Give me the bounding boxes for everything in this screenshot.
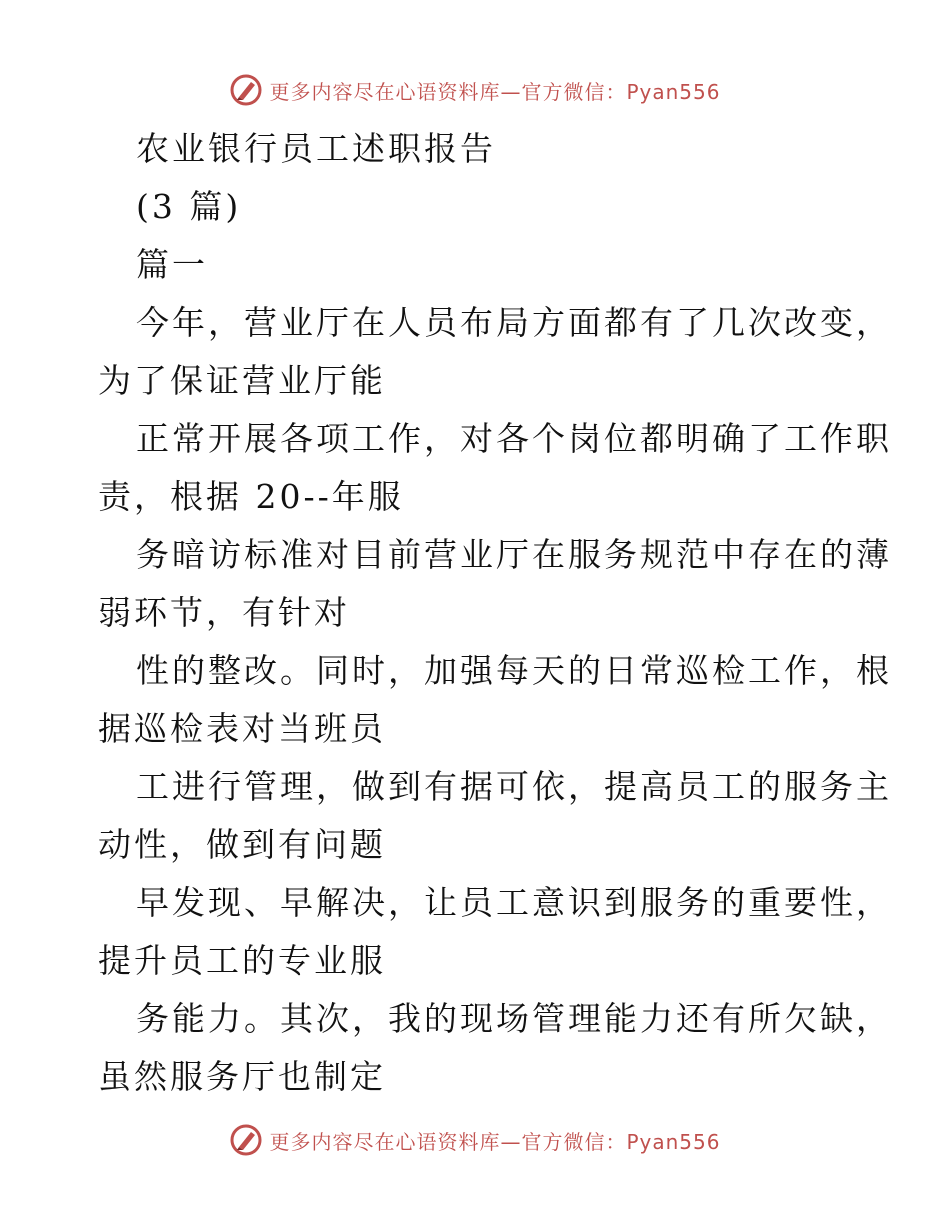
text-line: 务能力。其次，我的现场管理能力还有所欠缺，	[136, 999, 892, 1038]
paragraph-lines	[98, 294, 892, 1106]
text-line: 弱环节，有针对	[98, 593, 350, 632]
footer-watermark	[0, 1120, 950, 1160]
text-line: 为了保证营业厅能	[98, 361, 386, 400]
text-line: 虽然服务厅也制定	[98, 1057, 386, 1096]
text-line: 工进行管理，做到有据可依，提高员工的服务主	[136, 767, 892, 806]
text-line: 正常开展各项工作，对各个岗位都明确了工作职	[136, 419, 892, 458]
text-line: 责，根据 20--年服	[98, 477, 404, 516]
text-line: 性的整改。同时，加强每天的日常巡检工作，根	[136, 651, 892, 690]
text-line: 务暗访标准对目前营业厅在服务规范中存在的薄	[136, 535, 892, 574]
header-watermark	[0, 70, 950, 110]
document-title: 农业银行员工述职报告	[136, 129, 496, 168]
text-line: 动性，做到有问题	[98, 825, 386, 864]
text-line: 早发现、早解决，让员工意识到服务的重要性，	[136, 883, 892, 922]
watermark-text: 更多内容尽在心语资料库—官方微信：Pyan556	[269, 79, 721, 104]
watermark-text: 更多内容尽在心语资料库—官方微信：Pyan556	[269, 1129, 721, 1154]
document-body	[98, 120, 892, 1106]
text-line: 今年，营业厅在人员布局方面都有了几次改变，	[136, 303, 892, 342]
pen-logo-icon	[229, 73, 263, 107]
text-line: 提升员工的专业服	[98, 941, 386, 980]
document-subtitle: (3 篇)	[136, 187, 242, 226]
section-heading: 篇一	[136, 245, 208, 284]
text-line: 据巡检表对当班员	[98, 709, 386, 748]
pen-logo-icon	[229, 1123, 263, 1157]
